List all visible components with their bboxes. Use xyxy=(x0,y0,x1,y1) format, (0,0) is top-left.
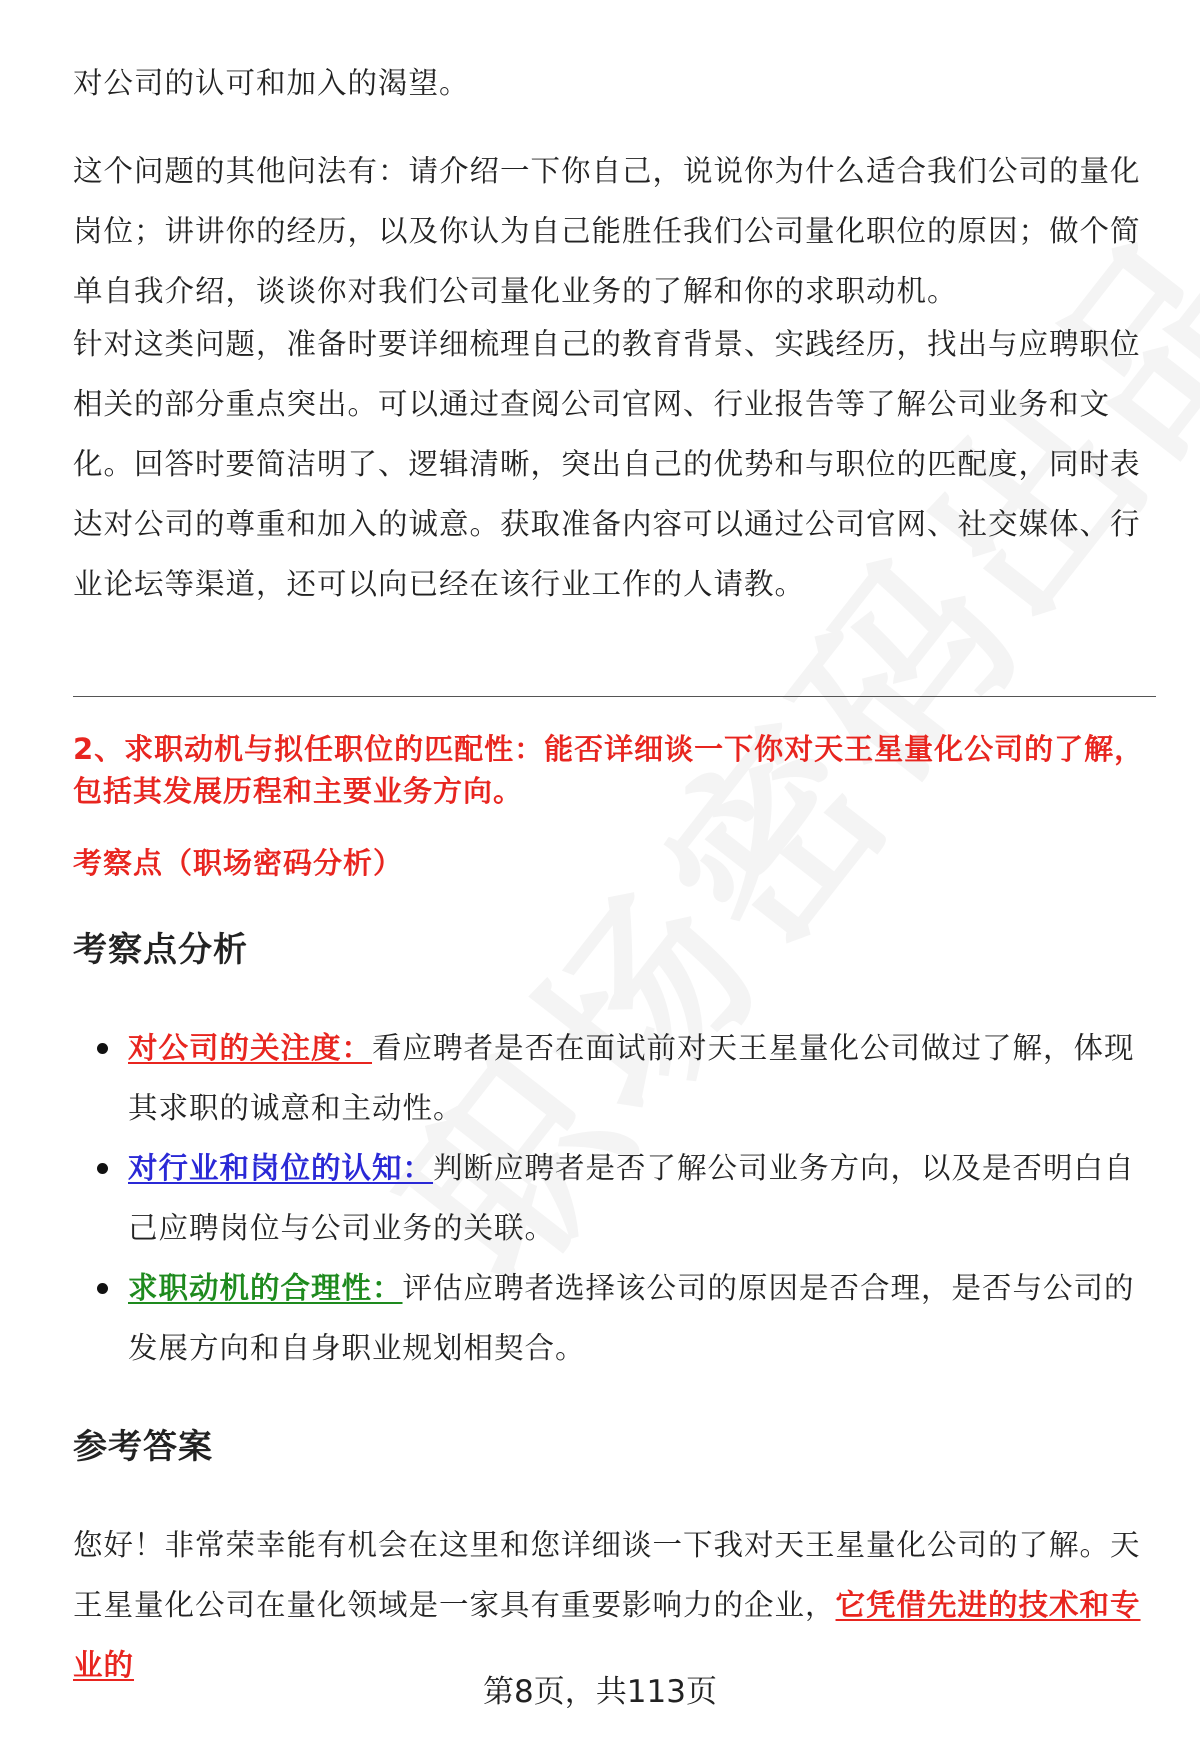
intro-line: 对公司的认可和加入的渴望。 xyxy=(73,66,470,100)
section-divider xyxy=(73,696,1156,697)
question-title: 2、求职动机与拟任职位的匹配性：能否详细谈一下你对天王星量化公司的了解，包括其发展历程和主要业务方向。 xyxy=(73,732,1145,808)
answer-paragraph xyxy=(73,1515,1143,1695)
list-item xyxy=(73,1138,1156,1258)
analysis-heading: 考察点分析 xyxy=(73,930,248,970)
bullet-dot-icon xyxy=(97,1163,108,1174)
item-text: 评估应聘者选择该公司的原因是否合理，是否与公司的发展方向和自身职业规划相契合。 xyxy=(128,1271,1135,1365)
item-text: 判断应聘者是否了解公司业务方向，以及是否明白自己应聘岗位与公司业务的关联。 xyxy=(128,1151,1135,1245)
bullet-dot-icon xyxy=(97,1283,108,1294)
analysis-list xyxy=(73,1018,1156,1378)
list-item xyxy=(73,1018,1156,1138)
alternative-questions-paragraph: 这个问题的其他问法有：请介绍一下你自己，说说你为什么适合我们公司的量化岗位；讲讲你的经历，以及你认为自己能胜任我们公司量化职位的原因；做个简单自我介绍，谈谈你对我们公司量化业务的了解和你的求职动机。 xyxy=(73,154,1141,308)
page-number: 第8页，共113页 xyxy=(483,1674,717,1710)
preparation-advice-paragraph: 针对这类问题，准备时要详细梳理自己的教育背景、实践经历，找出与应聘职位相关的部分重点突出。可以通过查阅公司官网、行业报告等了解公司业务和文化。回答时要简洁明了、逻辑清晰，突出自己的优势和与职位的匹配度，同时表达对公司的尊重和加入的诚意。获取准备内容可以通过公司官网、社交媒体、行业论坛等渠道，还可以向已经在该行业工作的人请教。 xyxy=(73,327,1141,601)
item-label: 对行业和岗位的认知： xyxy=(128,1151,434,1185)
answer-text: 您好！非常荣幸能有机会在这里和您详细谈一下我对天王星量化公司的了解。天王星量化公司在量化领域是一家具有重要影响力的企业， xyxy=(73,1528,1141,1622)
list-item xyxy=(73,1258,1156,1378)
bullet-dot-icon xyxy=(97,1043,108,1054)
answer-heading: 参考答案 xyxy=(73,1427,213,1467)
item-label: 求职动机的合理性： xyxy=(128,1271,403,1305)
question-subtitle: 考察点（职场密码分析） xyxy=(73,846,404,880)
item-label: 对公司的关注度： xyxy=(128,1031,373,1065)
answer-highlight: 它凭借先进的技术和专业的 xyxy=(73,1588,1141,1682)
item-text: 看应聘者是否在面试前对天王星量化公司做过了解，体现其求职的诚意和主动性。 xyxy=(128,1031,1135,1125)
